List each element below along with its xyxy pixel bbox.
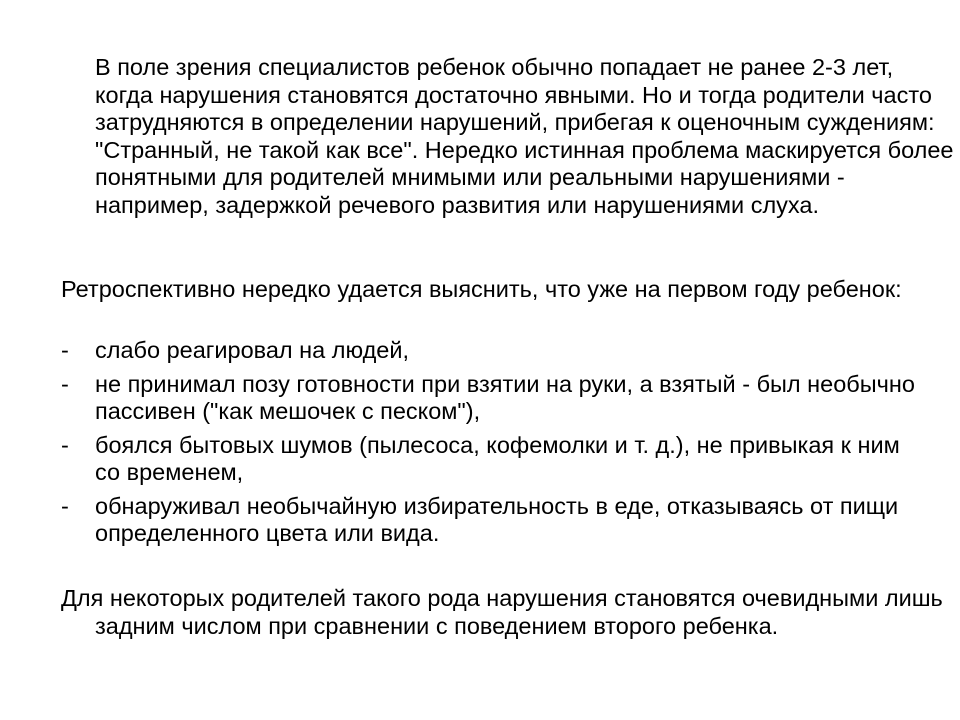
list-item xyxy=(61,371,921,426)
closing-text: Для некоторых родителей такого рода нарушения становятся очевидными лишь задним числом при сравнении с поведением второго ребенка. xyxy=(61,585,943,639)
list-item-text: слабо реагировал на людей, xyxy=(95,337,410,363)
list-item-text: боялся бытовых шумов (пылесоса, кофемолки и т. д.), не привыкая к ним со временем, xyxy=(95,431,900,485)
retrospective-text: Ретроспективно нередко удается выяснить, что уже на первом году ребенок: xyxy=(61,276,902,302)
list-item xyxy=(61,493,921,548)
intro-text: В поле зрения специалистов ребенок обычно попадает не ранее 2-3 лет, когда нарушения становятся достаточно явными. Но и тогда родители часто затрудняются в определении нарушений, прибегая к оценочным суждениям: "Странный, не такой как все". Нередко истинная проблема маскируется более понятными для родителей мнимыми или реальными нарушениями - например, задержкой речевого развития или нарушениями слуха. xyxy=(95,54,954,218)
retrospective-paragraph xyxy=(61,276,955,304)
list-dash: - xyxy=(61,431,69,458)
symptom-list xyxy=(61,337,921,554)
list-item xyxy=(61,337,921,365)
list-item-text: не принимал позу готовности при взятии на руки, а взятый - был необычно пассивен ("как мешочек с песком"), xyxy=(95,370,915,424)
list-dash: - xyxy=(61,337,69,363)
list-item-text: обнаруживал необычайную избирательность в еде, отказываясь от пищи определенного цвета или вида. xyxy=(95,492,899,546)
closing-paragraph xyxy=(61,585,955,640)
list-item xyxy=(61,432,921,487)
list-dash: - xyxy=(61,370,69,397)
list-dash: - xyxy=(61,492,69,519)
intro-paragraph xyxy=(61,54,955,219)
